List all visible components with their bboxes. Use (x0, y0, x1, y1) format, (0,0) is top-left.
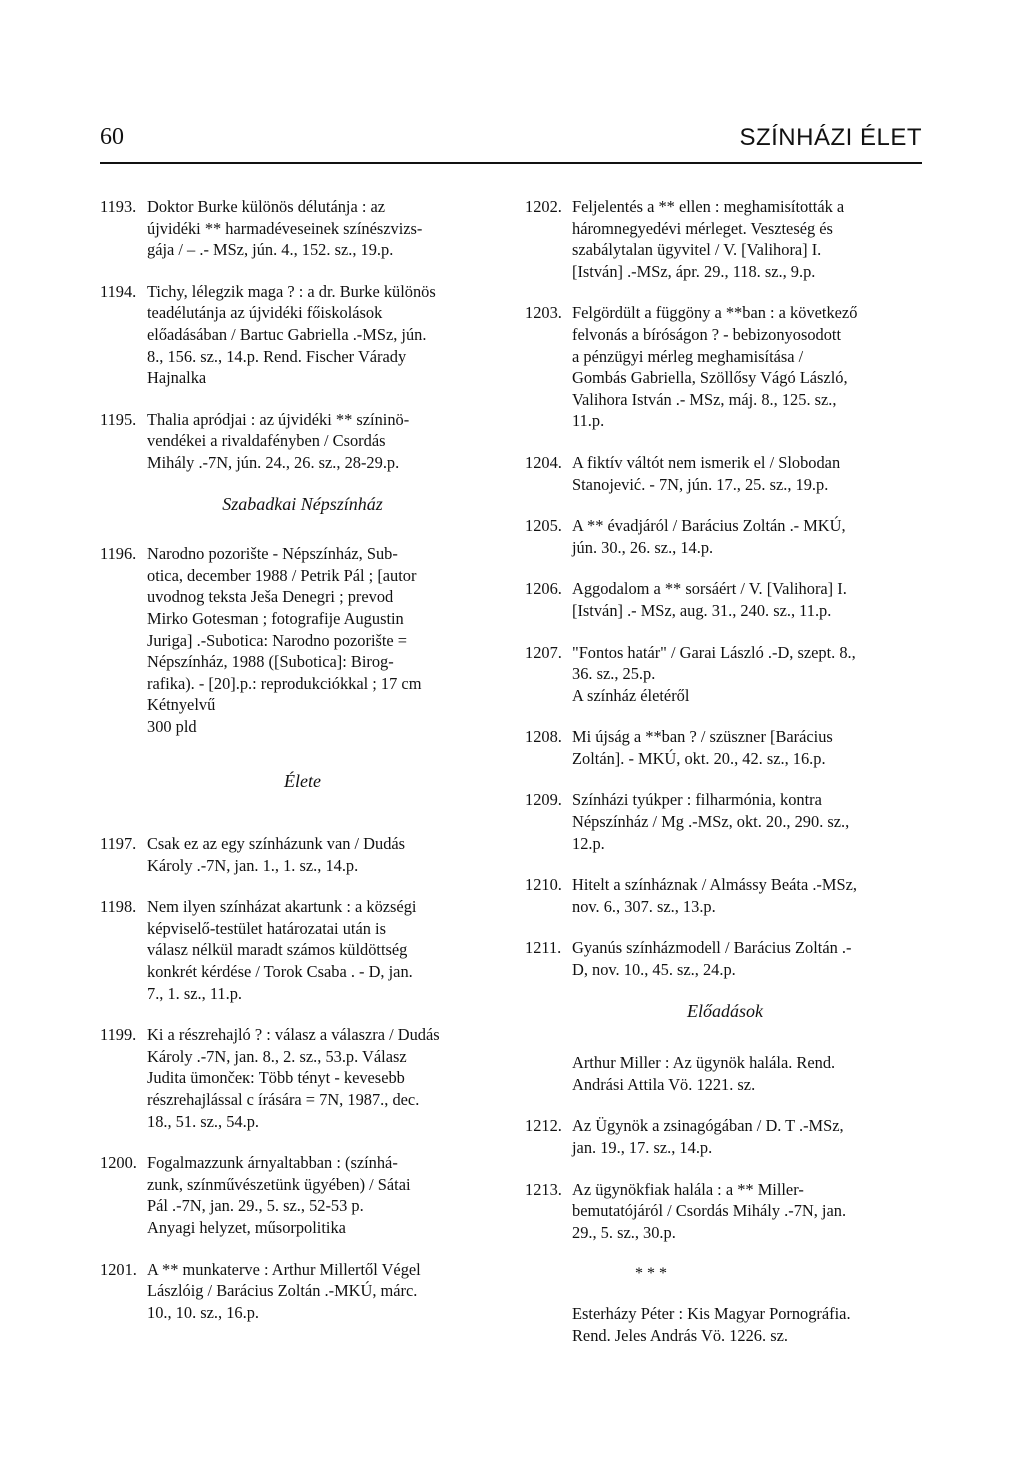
note-text-line: Esterházy Péter : Kis Magyar Pornográfia. (572, 1303, 851, 1323)
entry-text-line: Mi újság a **ban ? / szüszner [Barácius (572, 727, 833, 747)
entry-text-line: Népszínház / Mg .-MSz, okt. 20., 290. sz., (572, 812, 850, 832)
note-text-line: Andrási Attila Vö. 1221. sz. (572, 1074, 756, 1094)
entry-text-line: Hajnalka (147, 368, 207, 388)
entry-number: 1196. (100, 544, 137, 564)
entry-text-line: 29., 5. sz., 30.p. (572, 1222, 676, 1242)
bibliography-entry (100, 196, 505, 261)
entry-text-line: jan. 19., 17. sz., 14.p. (572, 1138, 713, 1157)
entry-text-line: Felgördült a függöny a **ban : a következő (572, 303, 858, 323)
entry-text-line: uvodnog teksta Ješa Denegri ; prevod (147, 587, 394, 607)
section-heading-elete: Élete (284, 771, 321, 792)
entries-group (100, 833, 505, 1323)
entry-text-line: Fogalmazzunk árnyaltabban : (színhá- (147, 1153, 398, 1173)
entry-text-line: Az ügynökfiak halála : a ** Miller- (572, 1179, 804, 1199)
note-text-line: Arthur Miller : Az ügynök halála. Rend. (572, 1053, 836, 1073)
entry-text-line: "Fontos határ" / Garai László .-D, szept. 8., (572, 642, 856, 662)
entry-text-line: nov. 6., 307. sz., 13.p. (572, 896, 716, 916)
right-column (525, 196, 925, 1366)
entry-text-line: Kétnyelvű (147, 695, 216, 715)
note-text-line: Rend. Jeles András Vö. 1226. sz. (572, 1325, 788, 1345)
entry-text-line: Pál .-7N, jan. 29., 5. sz., 52-53 p. (147, 1196, 364, 1216)
entry-text-line: Valihora István .- MSz, máj. 8., 125. sz., (572, 389, 837, 409)
entry-number: 1197. (100, 834, 137, 854)
entry-number: 1206. (525, 579, 562, 599)
bibliography-entry (100, 281, 505, 389)
bibliography-entry (525, 789, 925, 854)
entry-number: 1199. (100, 1025, 137, 1045)
entry-text-line: Aggodalom a ** sorsáért / V. [Valihora] I. (572, 579, 847, 599)
entry-number: 1205. (525, 516, 562, 536)
entry-text-line: Hitelt a színháznak / Almássy Beáta .-MSz, (572, 875, 857, 895)
separator-stars: * * * (635, 1265, 667, 1283)
entry-text-line: otica, december 1988 / Petrik Pál ; [autor (147, 565, 417, 585)
entry-text-line: felvonás a bíróságon ? - bebizonyosodott (572, 324, 842, 344)
bibliography-entry (525, 302, 925, 432)
bibliography-entry (525, 515, 925, 558)
bibliography-entry (525, 1115, 925, 1158)
bibliography-entry (100, 1259, 505, 1324)
entry-text-line: D, nov. 10., 45. sz., 24.p. (572, 960, 736, 980)
entry-text-line: Judita ümončeк: Több tényt - kevesebb (147, 1068, 405, 1088)
entry-text-line: konkrét kérdése / Torok Csaba . - D, jan. (147, 962, 413, 982)
header-rule (100, 162, 922, 164)
left-column (100, 196, 505, 1343)
entry-text-line: Mirko Gotesman ; fotografije Augustin (147, 608, 404, 628)
bibliography-entry (525, 642, 925, 707)
bibliography-entry (525, 937, 925, 980)
plain-note (525, 1052, 925, 1095)
entry-text-line: Lászlóig / Barácius Zoltán .-MKÚ, márc. (147, 1281, 418, 1301)
entry-text-line: gája / – .- MSz, jún. 4., 152. sz., 19.p. (147, 240, 394, 260)
entries-group (525, 196, 925, 981)
entry-text-line: Doktor Burke különös délutánja : az (147, 197, 386, 216)
entry-number: 1193. (100, 197, 137, 216)
entry-text-line: Thalia apródjai : az újvidéki ** színinö- (147, 409, 410, 429)
bibliography-entry (100, 896, 505, 1004)
entry-text-line: háromnegyedévi mérleget. Veszteség és (572, 218, 833, 238)
entry-text-line: előadásában / Bartuc Gabriella .-MSz, jún. (147, 324, 427, 344)
entry-text-line: Színházi tyúkper : filharmónia, kontra (572, 790, 822, 810)
entries-group (525, 1115, 925, 1243)
entry-text-line: Népszínház, 1988 ([Subotica]: Birog- (147, 652, 394, 672)
bibliography-entry (525, 452, 925, 495)
entry-text-line: jún. 30., 26. sz., 14.p. (572, 537, 714, 557)
entry-text-line: Gyanús színházmodell / Barácius Zoltán .- (572, 938, 852, 958)
entry-text-line: 7., 1. sz., 11.p. (147, 983, 242, 1003)
bibliography-entry (100, 833, 505, 876)
entry-text-line: 10., 10. sz., 16.p. (147, 1302, 259, 1322)
entry-number: 1207. (525, 642, 562, 662)
bibliography-entry (525, 874, 925, 917)
entry-text-line: Gombás Gabriella, Szöllősy Vágó László, (572, 368, 848, 388)
entry-text-line: zunk, színművészetünk ügyében) / Sátai (147, 1174, 411, 1194)
entry-text-line: válasz nélkül maradt számos küldöttség (147, 940, 408, 960)
entry-text-line: képviselő-testület határozatai után is (147, 918, 386, 938)
entry-text-line: Csak ez az egy színházunk van / Dudás (147, 834, 406, 854)
page-header (100, 124, 922, 164)
entry-number: 1200. (100, 1153, 137, 1173)
bibliography-entry (525, 1179, 925, 1244)
entry-text-line: 11.p. (572, 411, 605, 431)
bibliography-entry (100, 409, 505, 474)
entry-text-line: Tichy, lélegzik maga ? : a dr. Burke különös (147, 281, 436, 301)
entry-number: 1210. (525, 875, 562, 895)
entry-text-line: bemutatójáról / Csordás Mihály .-7N, jan. (572, 1201, 847, 1221)
entry-number: 1209. (525, 790, 562, 810)
entry-text-line: rafika). - [20].p.: reprodukciókkal ; 17 cm (147, 673, 422, 693)
entry-text-line: A színház életéről (572, 685, 690, 705)
entry-text-line: Narodno pozorište - Népszínház, Sub- (147, 544, 398, 564)
entry-text-line: A ** évadjáról / Barácius Zoltán .- MKÚ, (572, 516, 846, 536)
entry-text-line: Ki a részrehajló ? : válasz a válaszra / Dudás (147, 1025, 440, 1045)
entry-text-line: Anyagi helyzet, műsorpolitika (147, 1217, 346, 1237)
entry-text-line: [István] .-MSz, ápr. 29., 118. sz., 9.p. (572, 261, 816, 281)
entry-text-line: A ** munkaterve : Arthur Millertől Végel (147, 1259, 421, 1279)
entry-text-line: A fiktív váltót nem ismerik el / Slobodan (572, 452, 841, 472)
bibliography-entry (100, 1152, 505, 1238)
entry-text-line: 12.p. (572, 833, 605, 853)
entry-text-line: Károly .-7N, jan. 1., 1. sz., 14.p. (147, 855, 359, 875)
entry-text-line: [István] .- MSz, aug. 31., 240. sz., 11.p. (572, 600, 832, 620)
bibliography-entry (100, 543, 505, 737)
entry-text-line: Feljelentés a ** ellen : meghamisították a (572, 197, 845, 216)
entry-number: 1201. (100, 1259, 137, 1279)
entry-number: 1212. (525, 1116, 562, 1136)
entry-text-line: Nem ilyen színházat akartunk : a községi (147, 897, 417, 917)
entry-text-line: 18., 51. sz., 54.p. (147, 1111, 259, 1131)
section-heading-szabadkai: Szabadkai Népszínház (222, 493, 383, 514)
page-number: 60 (100, 124, 124, 150)
bibliography-entry (100, 1024, 505, 1132)
entry-number: 1211. (525, 938, 562, 958)
entries-group (100, 543, 505, 737)
entry-text-line: 36. sz., 25.p. (572, 664, 656, 684)
entry-text-line: Juriga] .-Subotica: Narodno pozorište = (147, 630, 408, 650)
entry-text-line: a pénzügyi mérleg meghamisítása / (572, 346, 804, 366)
bibliography-entry (525, 578, 925, 621)
plain-note (525, 1303, 925, 1346)
entry-number: 1213. (525, 1179, 562, 1199)
entry-text-line: Károly .-7N, jan. 8., 2. sz., 53.p. Válasz (147, 1046, 407, 1066)
bibliography-entry (525, 726, 925, 769)
entries-group (100, 196, 505, 474)
entry-number: 1204. (525, 452, 562, 472)
entry-text-line: 8., 156. sz., 14.p. Rend. Fischer Várady (147, 346, 407, 366)
entry-text-line: teadélutánja az újvidéki főiskolások (147, 303, 383, 323)
entry-number: 1195. (100, 409, 137, 429)
entry-text-line: 300 pld (147, 716, 197, 736)
entry-number: 1194. (100, 281, 137, 301)
entry-number: 1202. (525, 197, 562, 216)
running-title: SZÍNHÁZI ÉLET (739, 124, 922, 151)
section-heading-eloadasok: Előadások (687, 1000, 763, 1021)
entry-text-line: Az Ügynök a zsinagógában / D. T .-MSz, (572, 1116, 844, 1136)
entry-text-line: újvidéki ** harmadéveseinek színészvizs- (147, 218, 423, 238)
entry-number: 1208. (525, 727, 562, 747)
bibliography-entry (525, 196, 925, 282)
entry-text-line: szabálytalan ügyvitel / V. [Valihora] I. (572, 240, 822, 260)
entry-text-line: Zoltán]. - MKÚ, okt. 20., 42. sz., 16.p. (572, 748, 826, 768)
entry-text-line: vendékei a rivaldafényben / Csordás (147, 431, 386, 451)
entry-text-line: Stanojević. - 7N, jún. 17., 25. sz., 19.p. (572, 474, 829, 494)
entry-number: 1203. (525, 303, 562, 323)
entry-text-line: részrehajlással c írására = 7N, 1987., dec. (147, 1090, 420, 1109)
entry-number: 1198. (100, 897, 137, 917)
entry-text-line: Mihály .-7N, jún. 24., 26. sz., 28-29.p. (147, 452, 400, 472)
